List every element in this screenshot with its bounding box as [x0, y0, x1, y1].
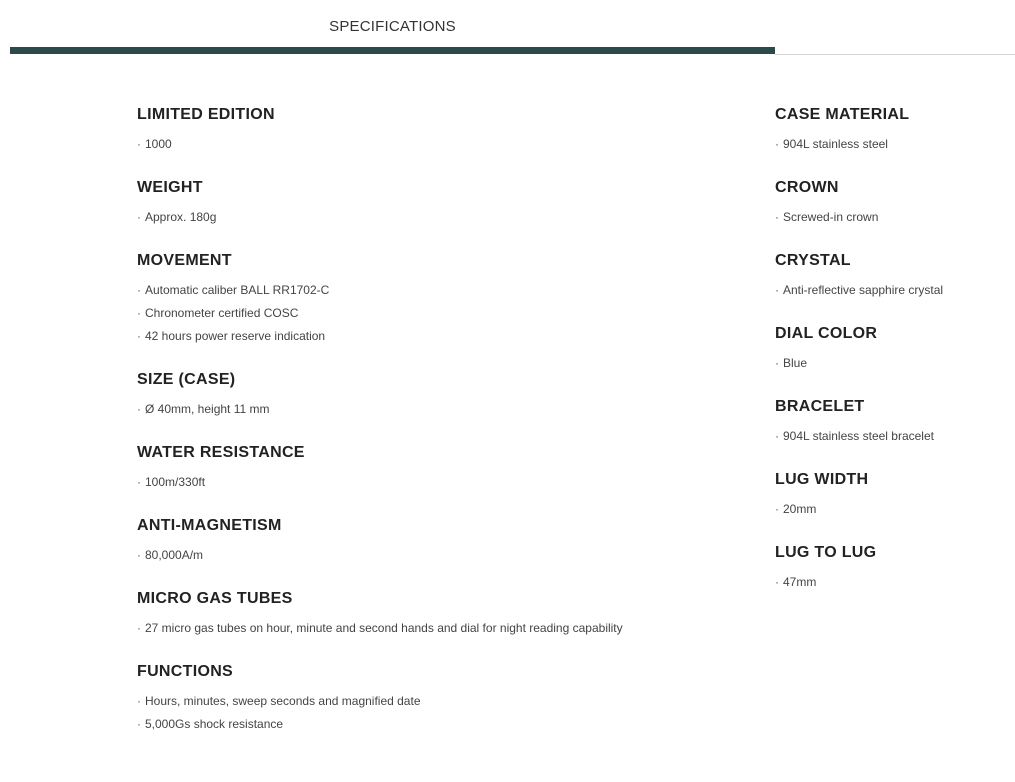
spec-group [137, 105, 737, 156]
spec-value-list [137, 471, 737, 494]
spec-group [137, 178, 737, 229]
spec-value-item [137, 133, 737, 156]
spec-title: LIMITED EDITION [137, 106, 275, 123]
spec-value-list [137, 279, 737, 348]
bullet-icon: · [137, 306, 141, 320]
spec-group [137, 516, 737, 567]
spec-group [775, 105, 1010, 156]
spec-value-text: 42 hours power reserve indication [145, 329, 326, 343]
spec-value-item [775, 279, 1010, 302]
spec-value-text: Hours, minutes, sweep seconds and magnified date [145, 694, 421, 708]
spec-value-text: 80,000A/m [145, 548, 204, 562]
spec-value-text: Anti-reflective sapphire crystal [783, 283, 944, 297]
spec-value-list [137, 690, 737, 736]
bullet-icon: · [137, 210, 141, 224]
spec-group [775, 324, 1010, 375]
spec-value-list [775, 279, 1010, 302]
spec-value-item [137, 398, 737, 421]
bullet-icon: · [775, 137, 779, 151]
spec-group [137, 589, 737, 640]
spec-group [775, 470, 1010, 521]
spec-value-list [775, 425, 1010, 448]
spec-value-text: Chronometer certified COSC [145, 306, 299, 320]
spec-title: CRYSTAL [775, 252, 851, 269]
spec-value-list [775, 352, 1010, 375]
spec-value-item [137, 206, 737, 229]
spec-title: WEIGHT [137, 179, 203, 196]
bullet-icon: · [775, 283, 779, 297]
spec-value-item [137, 690, 737, 713]
spec-value-text: 47mm [783, 575, 817, 589]
specs-right-column [775, 105, 1010, 616]
spec-group [137, 662, 737, 736]
spec-value-text: Screwed-in crown [783, 210, 879, 224]
spec-value-list [775, 206, 1010, 229]
bullet-icon: · [775, 210, 779, 224]
spec-group [137, 370, 737, 421]
spec-value-list [775, 133, 1010, 156]
spec-value-item [137, 617, 737, 640]
spec-group [775, 543, 1010, 594]
spec-title: BRACELET [775, 398, 865, 415]
spec-title: LUG WIDTH [775, 471, 869, 488]
spec-group [775, 397, 1010, 448]
bullet-icon: · [775, 429, 779, 443]
spec-title: SIZE (CASE) [137, 371, 236, 388]
spec-value-item [775, 571, 1010, 594]
spec-group [775, 178, 1010, 229]
spec-title: ANTI-MAGNETISM [137, 517, 282, 534]
spec-value-text: Ø 40mm, height 11 mm [145, 402, 270, 416]
spec-value-text: 100m/330ft [145, 475, 206, 489]
spec-value-list [137, 544, 737, 567]
spec-value-list [137, 617, 737, 640]
spec-value-item [137, 713, 737, 736]
spec-value-list [137, 133, 737, 156]
spec-group [137, 443, 737, 494]
spec-value-text: 27 micro gas tubes on hour, minute and second hands and dial for night reading capability [145, 621, 623, 635]
spec-title: DIAL COLOR [775, 325, 878, 342]
spec-group [137, 251, 737, 348]
tabbar-divider [775, 54, 1015, 55]
spec-value-text: Approx. 180g [145, 210, 217, 224]
spec-value-item [775, 206, 1010, 229]
spec-title: FUNCTIONS [137, 663, 234, 680]
spec-value-text: 904L stainless steel [783, 137, 888, 151]
bullet-icon: · [775, 502, 779, 516]
spec-value-text: 20mm [783, 502, 817, 516]
bullet-icon: · [775, 575, 779, 589]
bullet-icon: · [137, 283, 141, 297]
spec-title: MICRO GAS TUBES [137, 590, 293, 607]
bullet-icon: · [137, 548, 141, 562]
spec-value-item [775, 425, 1010, 448]
spec-value-item [137, 544, 737, 567]
spec-value-item [775, 352, 1010, 375]
spec-value-list [775, 498, 1010, 521]
spec-value-item [775, 133, 1010, 156]
spec-title: WATER RESISTANCE [137, 444, 305, 461]
spec-value-item [137, 302, 737, 325]
spec-title: CASE MATERIAL [775, 106, 910, 123]
bullet-icon: · [137, 402, 141, 416]
bullet-icon: · [137, 137, 141, 151]
spec-value-text: 1000 [145, 137, 172, 151]
spec-value-list [775, 571, 1010, 594]
bullet-icon: · [137, 717, 141, 731]
bullet-icon: · [137, 475, 141, 489]
spec-title: MOVEMENT [137, 252, 232, 269]
spec-value-item [137, 325, 737, 348]
specs-left-column [137, 105, 737, 758]
spec-title: LUG TO LUG [775, 544, 877, 561]
spec-value-item [775, 498, 1010, 521]
bullet-icon: · [775, 356, 779, 370]
bullet-icon: · [137, 621, 141, 635]
spec-value-list [137, 206, 737, 229]
spec-title: CROWN [775, 179, 839, 196]
tab-specifications[interactable]: SPECIFICATIONS [329, 18, 456, 35]
bullet-icon: · [137, 694, 141, 708]
spec-value-item [137, 279, 737, 302]
spec-value-text: Blue [783, 356, 808, 370]
spec-value-text: 5,000Gs shock resistance [145, 717, 284, 731]
spec-value-text: Automatic caliber BALL RR1702-C [145, 283, 330, 297]
spec-value-text: 904L stainless steel bracelet [783, 429, 934, 443]
spec-group [775, 251, 1010, 302]
tab-active-underline [10, 47, 775, 54]
bullet-icon: · [137, 329, 141, 343]
spec-value-list [137, 398, 737, 421]
specifications-tabbar [10, 0, 1015, 56]
spec-value-item [137, 471, 737, 494]
